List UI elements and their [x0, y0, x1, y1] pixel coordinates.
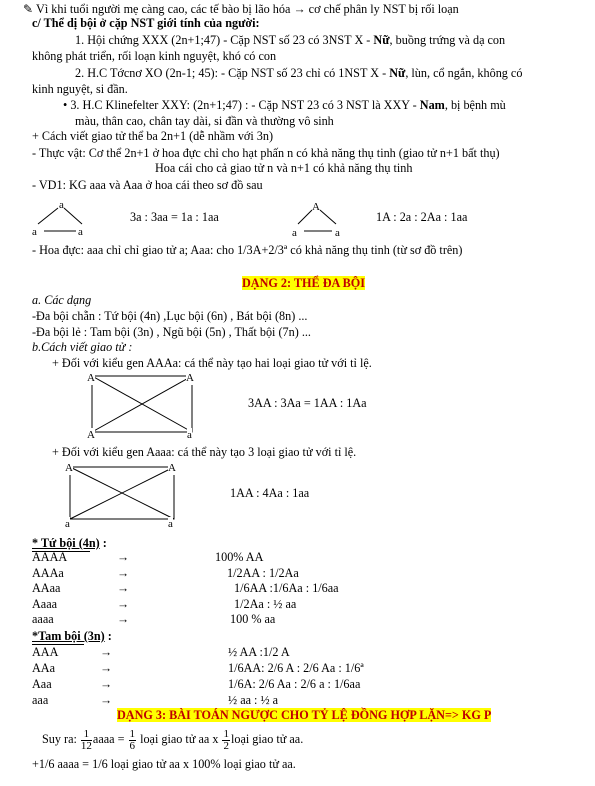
- tetraploid-genotype: AAaa: [32, 581, 61, 595]
- triploid-heading: [32, 629, 112, 643]
- triploid-genotype: Aaa: [32, 677, 52, 691]
- square-diagram-AAAa: [92, 376, 197, 436]
- item-2-cont: kinh nguyệt, si đần.: [32, 82, 128, 96]
- tetraploid-genotype: aaaa: [32, 612, 54, 626]
- frac3-num: 1: [223, 727, 229, 740]
- item-1: [75, 33, 505, 47]
- tetraploid-gamete-ratio: 1/2AA : 1/2Aa: [227, 565, 299, 580]
- sq1-br: a: [187, 429, 192, 441]
- tetraploid-genotype: AAAa: [32, 565, 64, 580]
- arrow-right-icon: →: [100, 677, 113, 691]
- dang3-title: [117, 708, 491, 722]
- arrow-right-icon: →: [117, 550, 130, 564]
- item-3-text: 3. H.C Klinefelter XXY: (2n+1;47) : - Cặp NST 23 có 3 NST là XXY -: [70, 98, 420, 112]
- tetraploid-colon: :: [99, 536, 107, 550]
- triploid-heading-text: *Tam bội (3n): [32, 629, 105, 643]
- AAAa-text: + Đối với kiểu gen AAAa: cá thể này tạo hai loại giao tử với tỉ lệ.: [52, 356, 372, 370]
- tri1-ratio: 3a : 3aa = 1a : 1aa: [130, 210, 219, 224]
- tetraploid-gamete-ratio: 1/2Aa : ½ aa: [234, 596, 297, 611]
- odd-polyploid: -Đa bội lẻ : Tam bội (3n) , Ngũ bội (5n) , Thất bội (7n) ...: [32, 325, 311, 339]
- item-2-text: 2. H.C Tớcnơ XO (2n-1; 45): - Cặp NST số 23 chỉ có 1NST X -: [75, 66, 390, 80]
- aaaa-eq: aaaa =: [92, 732, 125, 746]
- practice-line: - Thực vật: Cơ thể 2n+1 ở hoa đực chỉ cho hạt phấn n có khả năng thụ tinh (giao tử n+1 bất thụ): [32, 146, 500, 160]
- dang2-title-text: DẠNG 2: THỂ ĐA BỘI: [242, 276, 366, 290]
- dang3-title-text: DẠNG 3: BÀI TOÁN NGƯỢC CHO TỶ LỆ ĐỒNG HỢP LẶN=> KG P: [117, 708, 492, 722]
- sq1-tr: A: [186, 372, 194, 384]
- item-3-rest: , bị bệnh mù: [444, 98, 506, 112]
- fraction-1-12: [81, 729, 92, 752]
- pencil-bullet-icon: ✎: [23, 2, 34, 16]
- triploid-genotype: AAa: [32, 661, 56, 675]
- suy-ra-line: [42, 726, 303, 752]
- tri1-right: a: [78, 226, 83, 238]
- frac2-num: 1: [129, 727, 136, 740]
- item-3: [63, 98, 506, 112]
- tri2-right: a: [335, 227, 340, 239]
- triploid-gamete-ratio: ½ aa : ½ a: [228, 693, 279, 707]
- sq2-ratio: 1AA : 4Aa : 1aa: [230, 486, 310, 500]
- intro-bullet-line: [23, 2, 459, 16]
- Aaaa-text: + Đối với kiểu gen Aaaa: cá thể này tạo 3 loại giao tử với tỉ lệ.: [52, 445, 357, 459]
- sq1-tl: A: [87, 372, 95, 384]
- tetraploid-gamete-ratio: 100 % aa: [230, 612, 276, 626]
- frac3-den: 2: [223, 739, 229, 752]
- intro-text: Vì khi tuổi người mẹ càng cao, các tế bào bị lão hóa → cơ chế phân ly NST bị rối loạn: [36, 2, 459, 16]
- arrow-right-icon: →: [117, 565, 130, 580]
- item-1-text: 1. Hội chứng XXX (2n+1;47) - Cặp NST số 23 có 3NST X -: [75, 33, 374, 47]
- item-1-bold: Nữ: [373, 33, 390, 47]
- tetraploid-heading: [32, 536, 107, 550]
- final-line: +1/6 aaaa = 1/6 loại giao tử aa x 100% loại giao tử aa.: [32, 757, 296, 771]
- tri1-top: a: [59, 199, 64, 211]
- triploid-gamete-ratio: 1/6AA: 2/6 A : 2/6 Aa : 1/6ª: [228, 661, 364, 675]
- sq2-bl: a: [65, 518, 70, 530]
- tri2-left: a: [292, 227, 297, 239]
- male-note: - Hoa đực: aaa chỉ chỉ giao tử a; Aaa: cho 1/3A+2/3ª có khả năng thụ tinh (từ sơ đồ trên): [32, 243, 463, 257]
- dang2-b-heading: b.Cách viết giao tử :: [32, 340, 133, 354]
- square-diagram-Aaaa: [70, 467, 180, 525]
- triploid-colon: :: [104, 629, 112, 643]
- arrow-right-icon: →: [117, 596, 130, 611]
- sq2-tl: A: [65, 462, 73, 474]
- triploid-genotype: AAA: [32, 645, 59, 659]
- section-c-heading: c/ Thể dị bội ở cặp NST giới tính của người:: [32, 16, 260, 30]
- sq1-ratio: 3AA : 3Aa = 1AA : 1Aa: [248, 396, 367, 410]
- frac1-den: 12: [80, 739, 92, 752]
- frac1-num: 1: [81, 729, 92, 741]
- tetraploid-heading-text: * Tứ bội (4n): [32, 536, 100, 550]
- triploid-gamete-ratio: ½ AA :1/2 A: [228, 645, 290, 659]
- suy-ra-end: loại giao tử aa.: [230, 732, 304, 746]
- tetraploid-gamete-ratio: 1/6AA :1/6Aa : 1/6aa: [234, 581, 339, 595]
- even-polyploid: -Đa bội chẵn : Tứ bội (4n) ,Lục bội (6n) , Bát bội (8n) ...: [32, 309, 308, 323]
- item-3-cont: màu, thân cao, chân tay dài, si đần và thường vô sinh: [75, 114, 334, 128]
- arrow-right-icon: →: [117, 581, 130, 595]
- arrow-right-icon: →: [100, 693, 113, 707]
- triploid-gamete-ratio: 1/6A: 2/6 Aa : 2/6 a : 1/6aa: [228, 677, 361, 691]
- triploid-genotype: aaa: [32, 693, 49, 707]
- item-2-bold: Nữ: [389, 66, 406, 80]
- fraction-1-2: [222, 729, 230, 752]
- tetraploid-gamete-ratio: 100% AA: [215, 550, 264, 564]
- item-1-rest: , buồng trứng và dạ con: [389, 33, 506, 47]
- tetraploid-genotype: Aaaa: [32, 596, 58, 611]
- arrow-right-icon: →: [117, 612, 130, 626]
- sq2-tr: A: [168, 462, 176, 474]
- tri1-left: a: [32, 226, 37, 238]
- vd1-line: - VD1: KG aaa và Aaa ở hoa cái theo sơ đồ sau: [32, 178, 263, 192]
- round-bullet-icon: •: [63, 98, 71, 112]
- gamete-note: + Cách viết giao tử thể ba 2n+1 (dễ nhầm với 3n): [32, 129, 274, 143]
- tetraploid-genotype: AAAA: [32, 550, 68, 564]
- dang2-title: [242, 276, 365, 290]
- arrow-right-icon: →: [100, 661, 113, 675]
- tri2-ratio: 1A : 2a : 2Aa : 1aa: [376, 210, 468, 224]
- item-1-cont: không phát triển, rối loạn kinh nguyệt, khó có con: [32, 49, 277, 63]
- tri2-top: A: [312, 201, 320, 213]
- item-3-bold: Nam: [419, 98, 445, 112]
- suy-ra-mid: loại giao tử aa x: [140, 732, 219, 746]
- fraction-1-6: [129, 729, 137, 752]
- triangle-diagram-Aaa: [292, 196, 352, 238]
- arrow-right-icon: →: [100, 645, 113, 659]
- practice-line-2: Hoa cái cho cả giao tử n và n+1 có khả năng thụ tinh: [155, 161, 413, 175]
- frac2-den: 6: [129, 739, 136, 752]
- suy-ra-label: Suy ra:: [42, 732, 77, 746]
- item-2-rest: , lùn, cổ ngắn, không có: [405, 66, 523, 80]
- dang2-a-heading: a. Các dạng: [32, 293, 92, 307]
- sq1-bl: A: [87, 429, 95, 441]
- sq2-br: a: [168, 518, 173, 530]
- item-2: [75, 66, 522, 80]
